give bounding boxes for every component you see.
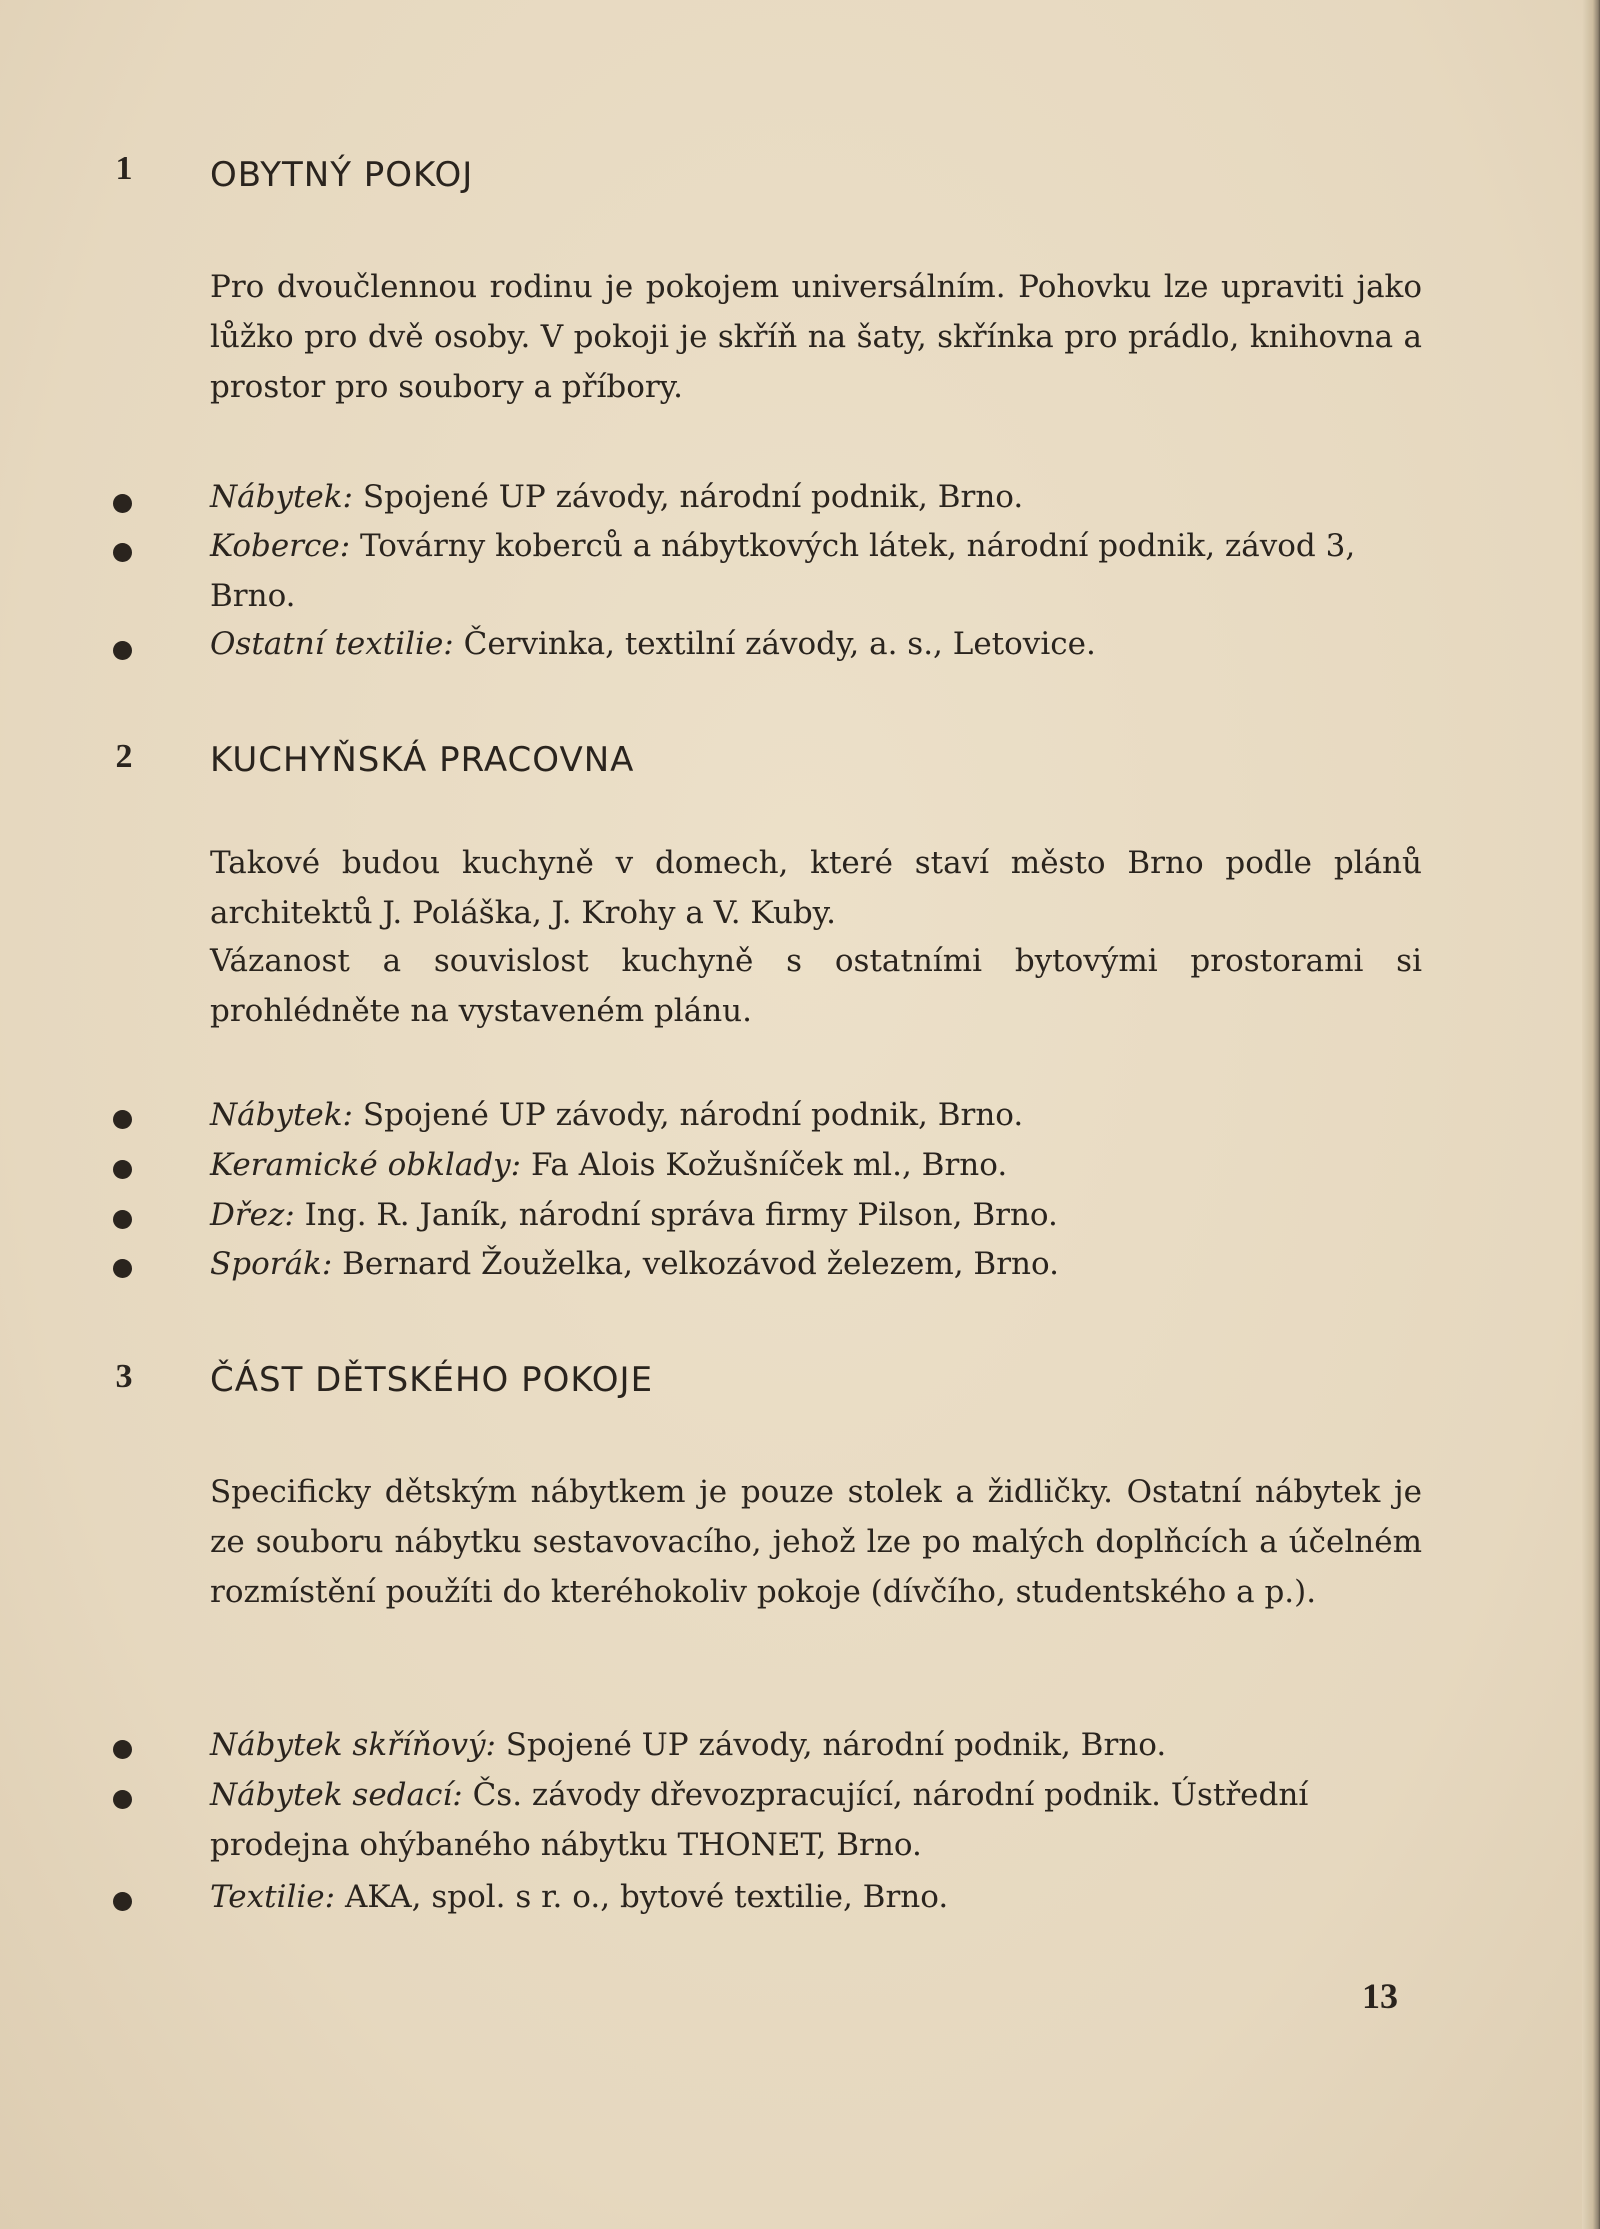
section-1-credit — [210, 472, 1422, 522]
page-number: 13 — [1362, 1976, 1398, 2016]
section-2-credit — [210, 1090, 1422, 1140]
section-3-number: 3 — [115, 1358, 133, 1395]
bullet-icon — [113, 1259, 132, 1278]
section-2-paragraph: Vázanost a souvislost kuchyně s ostatními bytovými prostorami si prohlédněte na vystaveném plánu. — [210, 943, 1422, 1029]
bullet-icon — [113, 543, 132, 562]
credit-text: AKA, spol. s r. o., bytové textilie, Brno. — [344, 1879, 949, 1915]
credit-label: Nábytek sedací: — [210, 1777, 463, 1813]
credit-label: Nábytek skříňový: — [210, 1727, 496, 1763]
credit-label: Nábytek: — [210, 1097, 353, 1133]
credit-text: Továrny koberců a nábytkových látek, národní podnik, závod 3, Brno. — [210, 528, 1356, 614]
credit-label: Dřez: — [210, 1197, 295, 1233]
section-2-credit — [210, 1190, 1422, 1240]
section-1-credit — [210, 619, 1422, 669]
section-2-credit — [210, 1140, 1422, 1190]
credit-text: Spojené UP závody, národní podnik, Brno. — [362, 1097, 1024, 1133]
section-1-credit — [210, 521, 1422, 621]
section-2-credit — [210, 1239, 1422, 1289]
credit-label: Keramické obklady: — [210, 1147, 522, 1183]
section-3-credit — [210, 1720, 1422, 1770]
section-3-title: ČÁST DĚTSKÉHO POKOJE — [210, 1360, 654, 1400]
credit-label: Koberce: — [210, 528, 351, 564]
section-2-number: 2 — [115, 738, 133, 775]
bullet-icon — [113, 1210, 132, 1229]
bullet-icon — [113, 494, 132, 513]
credit-text: Ing. R. Janík, národní správa firmy Pilson, Brno. — [304, 1197, 1058, 1233]
section-1-paragraph: Pro dvoučlennou rodinu je pokojem universálním. Pohovku lze upraviti jako lůžko pro dvě osoby. V pokoji je skříň na šaty, skřínka pro prádlo, knihovna a prostor pro soubory a příbory. — [210, 269, 1422, 405]
credit-label: Textilie: — [210, 1879, 336, 1915]
bullet-icon — [113, 1892, 132, 1911]
bullet-icon — [113, 1160, 132, 1179]
credit-text: Fa Alois Kožušníček ml., Brno. — [530, 1147, 1008, 1183]
credit-text: Spojené UP závody, národní podnik, Brno. — [362, 479, 1024, 515]
page-edge — [1582, 0, 1600, 2229]
credit-text: Červinka, textilní závody, a. s., Letovice. — [463, 626, 1096, 662]
bullet-icon — [113, 641, 132, 660]
credit-text: Čs. závody dřevozpracující, národní podnik. Ústřední prodejna ohýbaného nábytku THONET, Brno. — [210, 1777, 1309, 1863]
section-2-paragraph: Takové budou kuchyně v domech, které staví město Brno podle plánů architektů J. Poláška, J. Krohy a V. Kuby. — [210, 845, 1422, 931]
section-1-title: OBYTNÝ POKOJ — [210, 155, 474, 195]
credit-label: Ostatní textilie: — [210, 626, 454, 662]
credit-text: Spojené UP závody, národní podnik, Brno. — [505, 1727, 1167, 1763]
bullet-icon — [113, 1110, 132, 1129]
bullet-icon — [113, 1740, 132, 1759]
credit-label: Sporák: — [210, 1246, 333, 1282]
section-3-paragraph: Specificky dětským nábytkem je pouze stolek a židličky. Ostatní nábytek je ze souboru nábytku sestavovacího, jehož lze po malých doplňcích a účelném rozmístění použíti do kteréhokoliv pokoje (dívčího, studentského a p.). — [210, 1474, 1422, 1610]
section-2-title: KUCHYŇSKÁ PRACOVNA — [210, 740, 635, 780]
credit-label: Nábytek: — [210, 479, 353, 515]
bullet-icon — [113, 1790, 132, 1809]
section-1-number: 1 — [115, 150, 133, 187]
credit-text: Bernard Žouželka, velkozávod železem, Brno. — [342, 1246, 1059, 1282]
section-3-credit — [210, 1770, 1422, 1870]
section-3-credit — [210, 1872, 1422, 1922]
